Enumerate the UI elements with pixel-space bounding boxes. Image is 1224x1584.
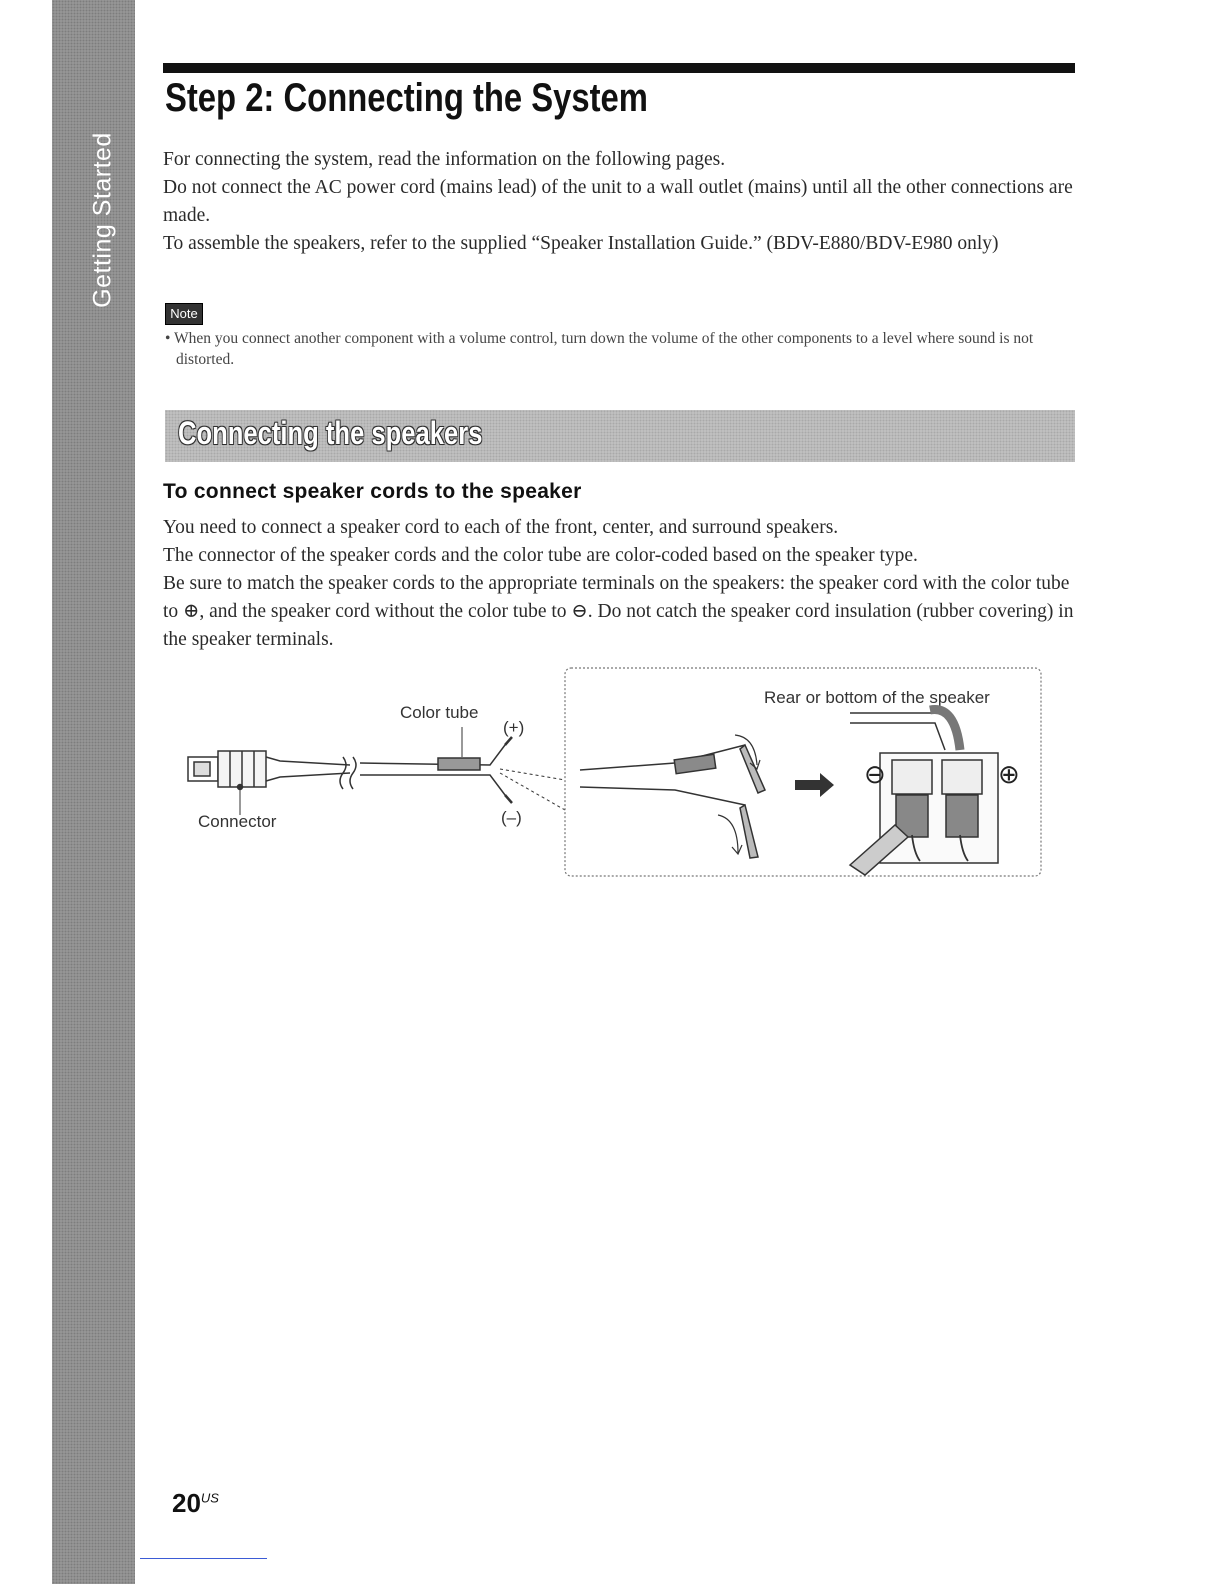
label-color-tube: Color tube: [400, 703, 479, 722]
terminal-minus-symbol: ⊖: [864, 760, 886, 790]
speaker-terminal-illustration: [850, 710, 998, 876]
speaker-cord-diagram: [160, 665, 1050, 885]
side-tab-label: Getting Started: [88, 132, 117, 308]
section-paragraph-2: The connector of the speaker cords and the color tube are color-coded based on the speaker type.: [163, 545, 918, 566]
label-rear: Rear or bottom of the speaker: [764, 688, 990, 707]
stripped-wire-illustration: [580, 735, 765, 858]
label-minus: (–): [501, 808, 522, 827]
terminal-plus-symbol: ⊕: [998, 760, 1020, 790]
sub-heading: To connect speaker cords to the speaker: [163, 480, 582, 503]
intro-paragraph-2: Do not connect the AC power cord (mains lead) of the unit to a wall outlet (mains) until all the other connections are made.: [163, 177, 1073, 226]
arrow-icon: [795, 773, 834, 797]
page-number-value: 20: [172, 1488, 201, 1518]
note-text: • When you connect another component with a volume control, turn down the volume of the other components to a level where sound is not distorted.: [165, 330, 1034, 368]
intro-paragraph-3: To assemble the speakers, refer to the supplied “Speaker Installation Guide.” (BDV-E880/BDV-E980 only): [163, 233, 999, 254]
section-paragraph-3: Be sure to match the speaker cords to the appropriate terminals on the speakers: the speaker cord with the color tube to ⊕, and the speaker cord without the color tube to ⊖. Do not catch the speaker cord insulation (rubber covering) in the speaker terminals.: [163, 573, 1074, 650]
page-number-suffix: US: [200, 1490, 219, 1506]
top-rule: [163, 63, 1075, 73]
label-connector: Connector: [198, 812, 277, 831]
intro-paragraph-1: For connecting the system, read the information on the following pages.: [163, 149, 726, 170]
cord-illustration: [188, 727, 565, 815]
section-heading: Connecting the speakers: [178, 415, 483, 451]
page-number: [172, 1488, 219, 1519]
label-plus: (+): [503, 718, 525, 737]
section-paragraph-1: You need to connect a speaker cord to each of the front, center, and surround speakers.: [163, 517, 839, 538]
note-badge: Note: [165, 303, 203, 325]
bottom-link-line: [140, 1558, 267, 1559]
page-title: Step 2: Connecting the System: [165, 76, 648, 120]
